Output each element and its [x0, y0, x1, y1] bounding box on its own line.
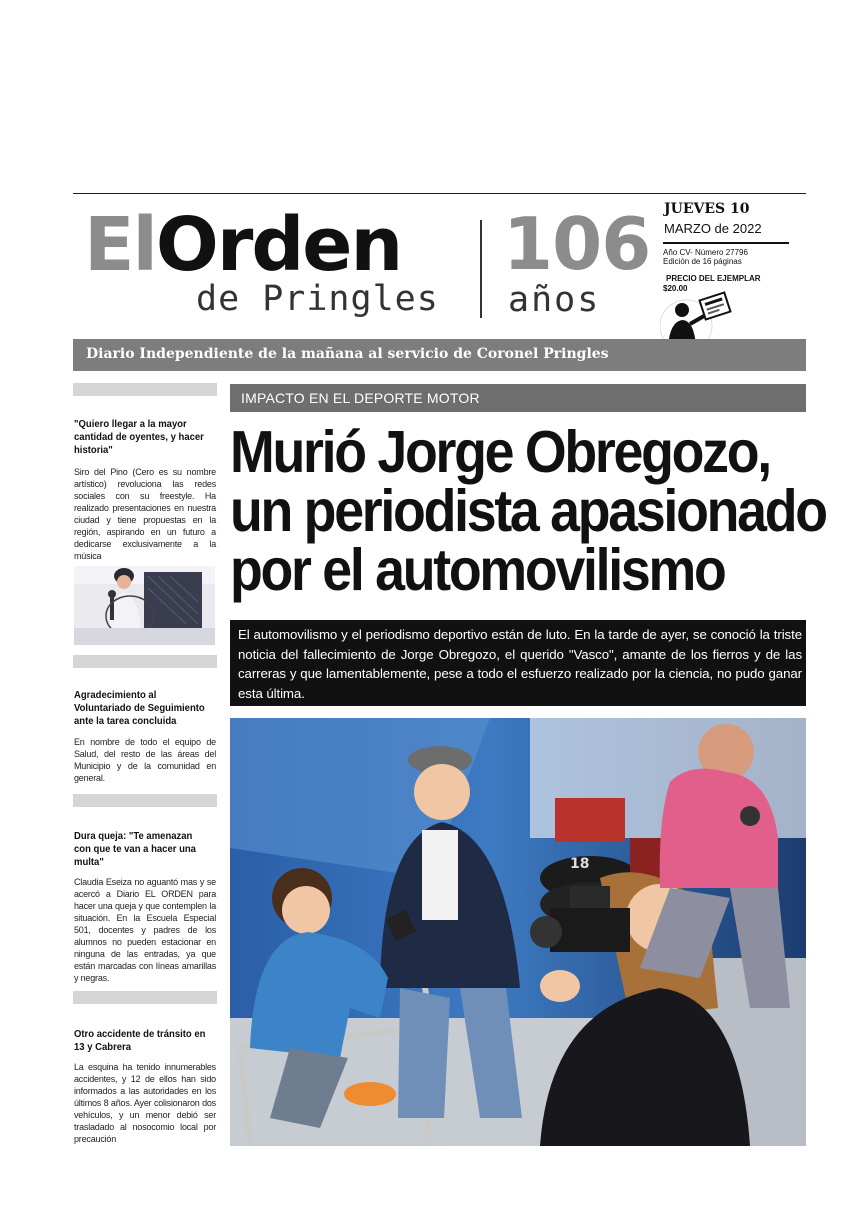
headline-line: por el automovilismo — [230, 537, 725, 603]
sidebar-item-title[interactable]: Agradecimiento al Voluntariado de Seguimiento ante la tarea concluida — [74, 690, 205, 727]
tire-number: 18 — [570, 856, 590, 872]
sidebar-item-text: Claudia Eseiza no aguantó mas y se acercó a Diario EL ORDEN para hacer una queja y que contemplen la situación. En la Escuela Especial 501, docentes y padres de los alumnos no pueden estacionar en ninguna de las entradas, ya que están marcadas con líneas amarillas y negras. — [74, 877, 216, 983]
edition-info — [663, 248, 748, 266]
anniversary-number: 106 — [503, 202, 651, 286]
lead-paragraph: El automovilismo y el periodismo deportivo están de luto. En la tarde de ayer, se conoció la triste noticia del fallecimiento de Jorge Obregozo, el querido "Vasco", amante de los fierros y de las carreras y que lamentablemente, pese a todo el esfuerzo realizado por la ciencia, no pudo ganar esta última. — [238, 627, 802, 701]
headline-line: Murió Jorge Obregozo, — [230, 419, 770, 485]
sidebar-item-title[interactable]: Otro accidente de tránsito en 13 y Cabrera — [74, 1029, 206, 1053]
edition-number: Año CV- Número 27796 — [663, 248, 748, 257]
edition-pages: Edición de 16 páginas — [663, 257, 742, 266]
main-photo-interview — [230, 718, 806, 1146]
sidebar-divider — [73, 655, 217, 668]
logo-el: El — [84, 202, 156, 288]
price-label: PRECIO DEL EJEMPLAR — [666, 274, 761, 283]
sidebar-item-text: La esquina ha tenido innumerables accidentes, y 12 de ellos han sido informados a las autoridades en los últimos 8 años. Ayer colisionaron dos vehículos, y un menor debió ser trasladado al nosocomio local por precaución — [74, 1062, 216, 1144]
anniversary-word: años — [508, 280, 601, 320]
sidebar-divider — [73, 991, 217, 1004]
logo-divider — [480, 220, 482, 318]
kicker: IMPACTO EN EL DEPORTE MOTOR — [241, 390, 480, 406]
date-rule — [663, 242, 789, 244]
sidebar-photo-studio — [74, 566, 215, 645]
sidebar-item-text: En nombre de todo el equipo de Salud, del resto de las áreas del Municipio y de la comunidad en general. — [74, 737, 216, 783]
headline-line: un periodista apasionado — [230, 478, 826, 544]
issue-month: MARZO de 2022 — [664, 221, 762, 236]
top-rule — [73, 193, 806, 194]
sidebar-item-title[interactable]: Dura queja: "Te amenazan con que te van a hacer una multa" — [74, 831, 196, 868]
sidebar-item-text: Siro del Pino (Cero es su nombre artístico) revoluciona las redes sociales con su freestyle. Ha realizado presentaciones en nuestra ciudad y tiene propuestas en la región, aspirando en un futuro a dedicarse exclusivamente a la música — [74, 467, 216, 561]
price-value: $20.00 — [663, 284, 688, 293]
headline[interactable] — [230, 419, 826, 603]
sidebar-item-title[interactable]: "Quiero llegar a la mayor cantidad de oyentes, y hacer historia" — [74, 419, 204, 456]
sidebar-divider — [73, 794, 217, 807]
logo-subtitle: de Pringles — [196, 279, 439, 319]
tagline: Diario Independiente de la mañana al servicio de Coronel Pringles — [86, 346, 609, 362]
newspaper-logo[interactable] — [84, 202, 402, 288]
logo-orden: Orden — [155, 202, 402, 288]
sidebar-divider — [73, 383, 217, 396]
issue-day: JUEVES 10 — [664, 201, 750, 217]
